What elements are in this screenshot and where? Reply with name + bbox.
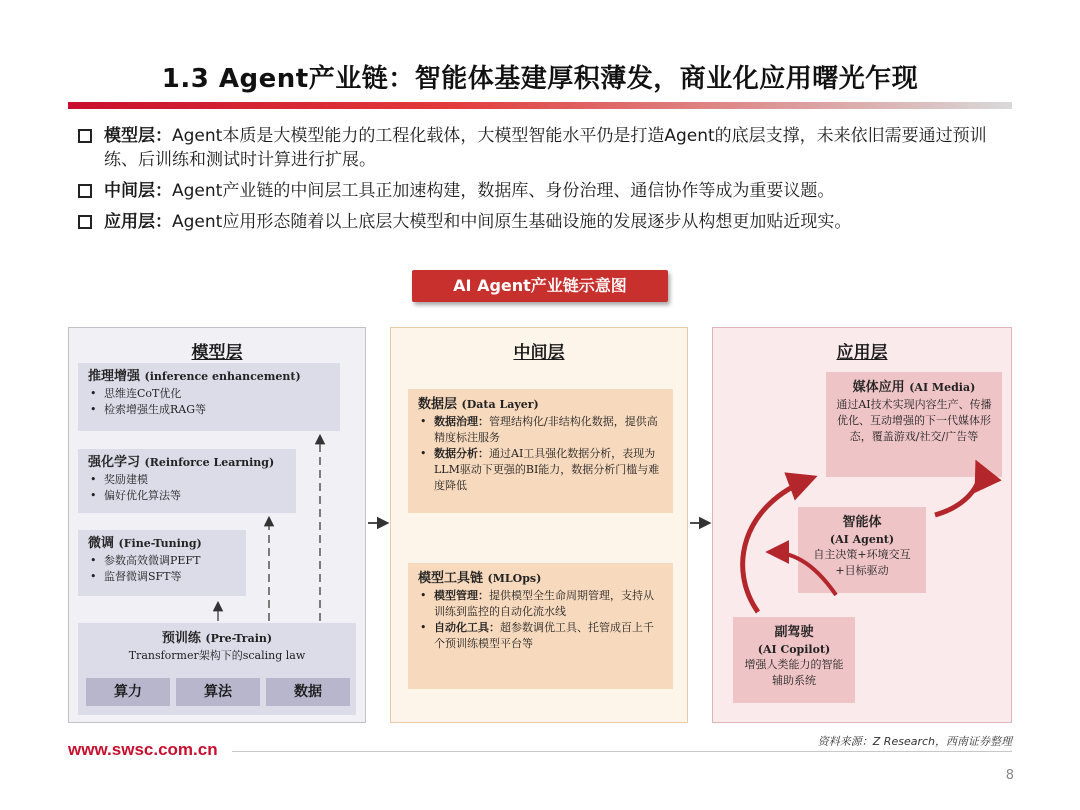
bullet-text: Agent本质是大模型能力的工程化载体，大模型智能水平仍是打造Agent的底层支撑，未来依旧需要通过预训练、后训练和测试时计算进行扩展。 bbox=[104, 126, 987, 170]
resource-compute: 算力 bbox=[86, 678, 170, 706]
resource-algorithm: 算法 bbox=[176, 678, 260, 706]
footer-divider bbox=[232, 751, 1012, 752]
card-heading: 微调 bbox=[88, 536, 115, 551]
page-number: 8 bbox=[1005, 768, 1014, 783]
card-heading: 副驾驶 bbox=[774, 625, 814, 640]
application-layer-title: 应用层 bbox=[836, 343, 888, 363]
item-value: 管理结构化/非结构化数据，提供高精度标注服务 bbox=[434, 415, 658, 444]
item-key: 数据治理： bbox=[434, 415, 489, 428]
card-heading-en: (AI Copilot) bbox=[757, 643, 831, 656]
bullet-text: Agent应用形态随着以上底层大模型和中间原生基础设施的发展逐步从构想更加贴近现实。 bbox=[172, 212, 852, 232]
bullet-head: 模型层： bbox=[104, 126, 172, 146]
model-layer-title: 模型层 bbox=[191, 343, 243, 363]
card-heading-en: (Data Layer) bbox=[461, 398, 539, 411]
item-value: 通过AI工具强化数据分析，表现为LLM驱动下更强的BI能力，数据分析门槛与难度降低 bbox=[434, 447, 660, 492]
item-value: 超参数调优工具、托管成百上千个预训练模型平台等 bbox=[434, 621, 654, 650]
middle-layer-title: 中间层 bbox=[513, 343, 565, 363]
footer-website-link[interactable]: www.swsc.com.cn bbox=[68, 740, 218, 759]
card-heading: 智能体 bbox=[842, 515, 882, 530]
list-item: • 奖励建模 bbox=[88, 472, 286, 488]
curved-arrow-icon bbox=[743, 478, 812, 612]
card-heading: 强化学习 bbox=[88, 455, 141, 470]
card-heading-en: (AI Media) bbox=[909, 381, 976, 394]
curved-arrow-icon bbox=[770, 552, 836, 595]
diagram-title: AI Agent产业链示意图 bbox=[412, 270, 668, 302]
card-heading-en: (AI Agent) bbox=[829, 533, 895, 546]
item-key: 模型管理： bbox=[434, 589, 489, 602]
card-heading: 数据层 bbox=[418, 397, 458, 412]
resource-data: 数据 bbox=[266, 678, 350, 706]
card-heading: 推理增强 bbox=[88, 369, 141, 384]
list-item: • 偏好优化算法等 bbox=[88, 488, 286, 504]
list-item: • 思维连CoT优化 bbox=[88, 386, 330, 402]
card-heading-en: (Pre-Train) bbox=[205, 632, 273, 645]
page-title: 1.3 Agent产业链：智能体基建厚积薄发，商业化应用曙光乍现 bbox=[161, 64, 919, 94]
list-item: • 监督微调SFT等 bbox=[88, 569, 236, 585]
card-heading-en: (Reinforce Learning) bbox=[144, 456, 275, 469]
card-heading-en: (inference enhancement) bbox=[144, 370, 301, 383]
card-heading-en: (MLOps) bbox=[487, 572, 542, 585]
item-key: 数据分析： bbox=[434, 447, 489, 460]
bullet-head: 中间层： bbox=[104, 181, 172, 201]
item-key: 自动化工具： bbox=[434, 621, 500, 634]
list-item: • 检索增强生成RAG等 bbox=[88, 402, 330, 418]
bullet-head: 应用层： bbox=[104, 212, 172, 232]
list-item: • 参数高效微调PEFT bbox=[88, 553, 236, 569]
item-value: 提供模型全生命周期管理，支持从训练到监控的自动化流水线 bbox=[434, 589, 654, 618]
pre-train-desc: Transformer架构下的scaling law bbox=[128, 649, 306, 662]
card-desc: 通过AI技术实现内容生产、传播优化、互动增强的下一代媒体形态，覆盖游戏/社交/广告等 bbox=[836, 398, 992, 443]
card-heading: 预训练 bbox=[161, 631, 201, 646]
curved-arrow-icon bbox=[935, 465, 980, 515]
card-desc: 增强人类能力的智能辅助系统 bbox=[744, 658, 844, 687]
source-note: 资料来源：Z Research，西南证券整理 bbox=[817, 735, 1012, 748]
card-heading: 媒体应用 bbox=[852, 380, 905, 395]
card-heading-en: (Fine-Tuning) bbox=[118, 537, 202, 550]
card-heading: 模型工具链 bbox=[418, 571, 484, 586]
card-desc: 自主决策+环境交互+目标驱动 bbox=[813, 548, 911, 577]
bullet-text: Agent产业链的中间层工具正加速构建，数据库、身份治理、通信协作等成为重要议题。 bbox=[172, 181, 835, 201]
